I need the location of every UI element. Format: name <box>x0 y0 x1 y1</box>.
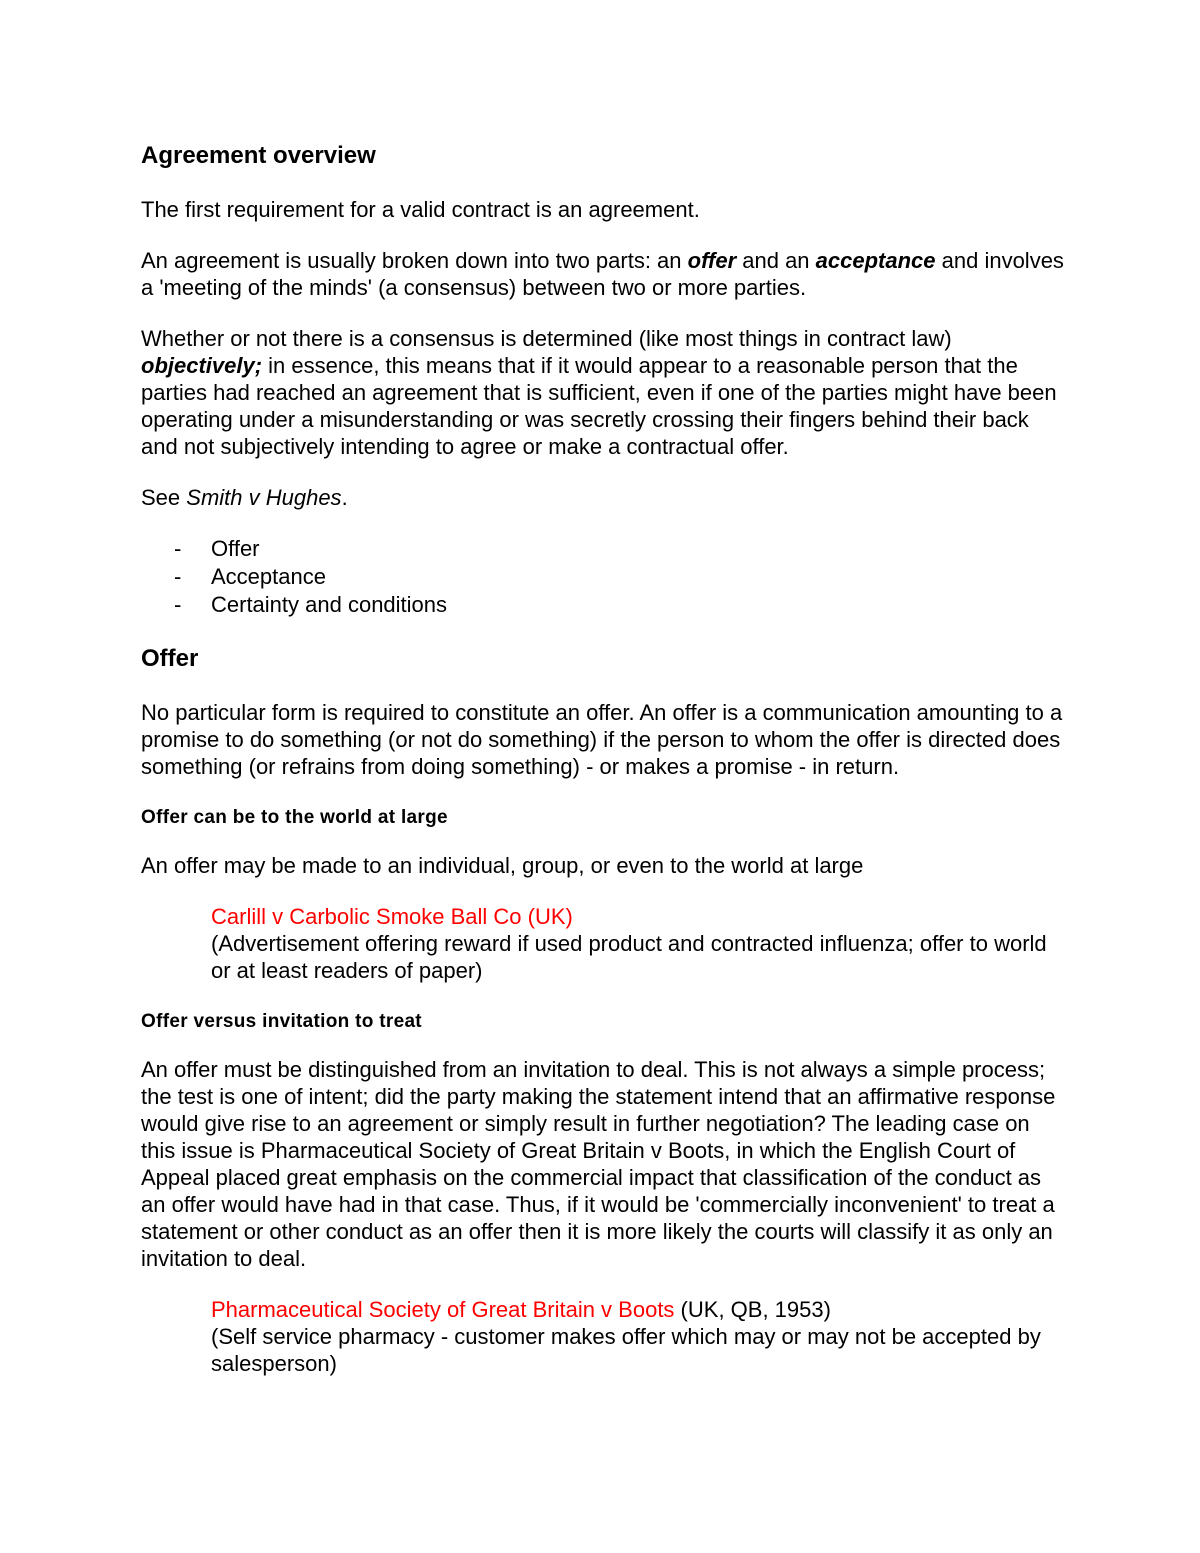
case-description-carlill: (Advertisement offering reward if used product and contracted influenza; offer to world or at least readers of paper) <box>211 931 1047 983</box>
emphasis-acceptance: acceptance <box>815 248 936 273</box>
case-block-carlill <box>211 903 1066 984</box>
subheading-world-at-large: Offer can be to the world at large <box>141 807 448 828</box>
dash-bullet: - <box>174 536 182 561</box>
text-run: An agreement is usually broken down into two parts: an <box>141 248 688 273</box>
paragraph-invitation-to-treat: An offer must be distinguished from an invitation to deal. This is not always a simple process; the test is one of intent; did the party making the statement intend that an affirmative response would give rise to an agreement or simply result in further negotiation? The leading case on this issue is Pharmaceutical Society of Great Britain v Boots, in which the English Court of Appeal placed great emphasis on the commercial impact that classification of the conduct as an offer would have had in that case. Thus, if it would be 'commercially inconvenient' to treat a statement or other conduct as an offer then it is more likely the courts will classify it as only an invitation to deal. <box>141 1057 1056 1271</box>
paragraph-world-at-large: An offer may be made to an individual, group, or even to the world at large <box>141 853 864 878</box>
text-run: . <box>341 485 348 510</box>
case-heading-boots <box>211 1296 1066 1323</box>
list-item <box>141 535 1066 563</box>
case-name-boots: Pharmaceutical Society of Great Britain v Boots <box>211 1297 675 1322</box>
emphasis-objectively: objectively; <box>141 353 263 378</box>
list-item <box>141 563 1066 591</box>
list-item-label: Certainty and conditions <box>211 592 448 617</box>
text-run: and involves a 'meeting of the minds' (a consensus) between two or more parties. <box>141 248 1064 300</box>
paragraph-offer-definition: No particular form is required to constitute an offer. An offer is a communication amounting to a promise to do something (or not do something) if the person to whom the offer is directed does something (or refrains from doing something) - or makes a promise - in return. <box>141 700 1063 779</box>
document-page <box>141 140 1066 1401</box>
document-title: Agreement overview <box>141 142 376 169</box>
case-reference-smith-v-hughes: Smith v Hughes <box>186 485 342 510</box>
subheading-invitation-to-treat: Offer versus invitation to treat <box>141 1011 422 1032</box>
paragraph-first-requirement: The first requirement for a valid contract is an agreement. <box>141 197 700 222</box>
text-run: and an <box>736 248 816 273</box>
dash-bullet: - <box>174 564 182 589</box>
text-run: See <box>141 485 187 510</box>
paragraph-consensus <box>141 325 1066 460</box>
list-item-label: Offer <box>211 536 260 561</box>
text-run: in essence, this means that if it would appear to a reasonable person that the parties had reached an agreement that is sufficient, even if one of the parties might have been operating under a misunderstanding or was secretly crossing their fingers behind their back and not subjectively intending to agree or make a contractual offer. <box>141 353 1057 459</box>
paragraph-see-case <box>141 484 1066 511</box>
emphasis-offer: offer <box>687 248 737 273</box>
case-name-carlill: Carlill v Carbolic Smoke Ball Co (UK) <box>211 904 573 929</box>
case-description-boots: (Self service pharmacy - customer makes offer which may or may not be accepted by salesperson) <box>211 1324 1041 1376</box>
topic-list <box>141 535 1066 619</box>
section-heading-offer: Offer <box>141 645 199 672</box>
list-item-label: Acceptance <box>211 564 326 589</box>
dash-bullet: - <box>174 592 182 617</box>
list-item <box>141 591 1066 619</box>
case-block-boots <box>211 1296 1066 1377</box>
case-court-boots: (UK, QB, 1953) <box>674 1297 831 1322</box>
paragraph-agreement-parts <box>141 247 1066 301</box>
text-run: Whether or not there is a consensus is determined (like most things in contract law) <box>141 326 952 351</box>
